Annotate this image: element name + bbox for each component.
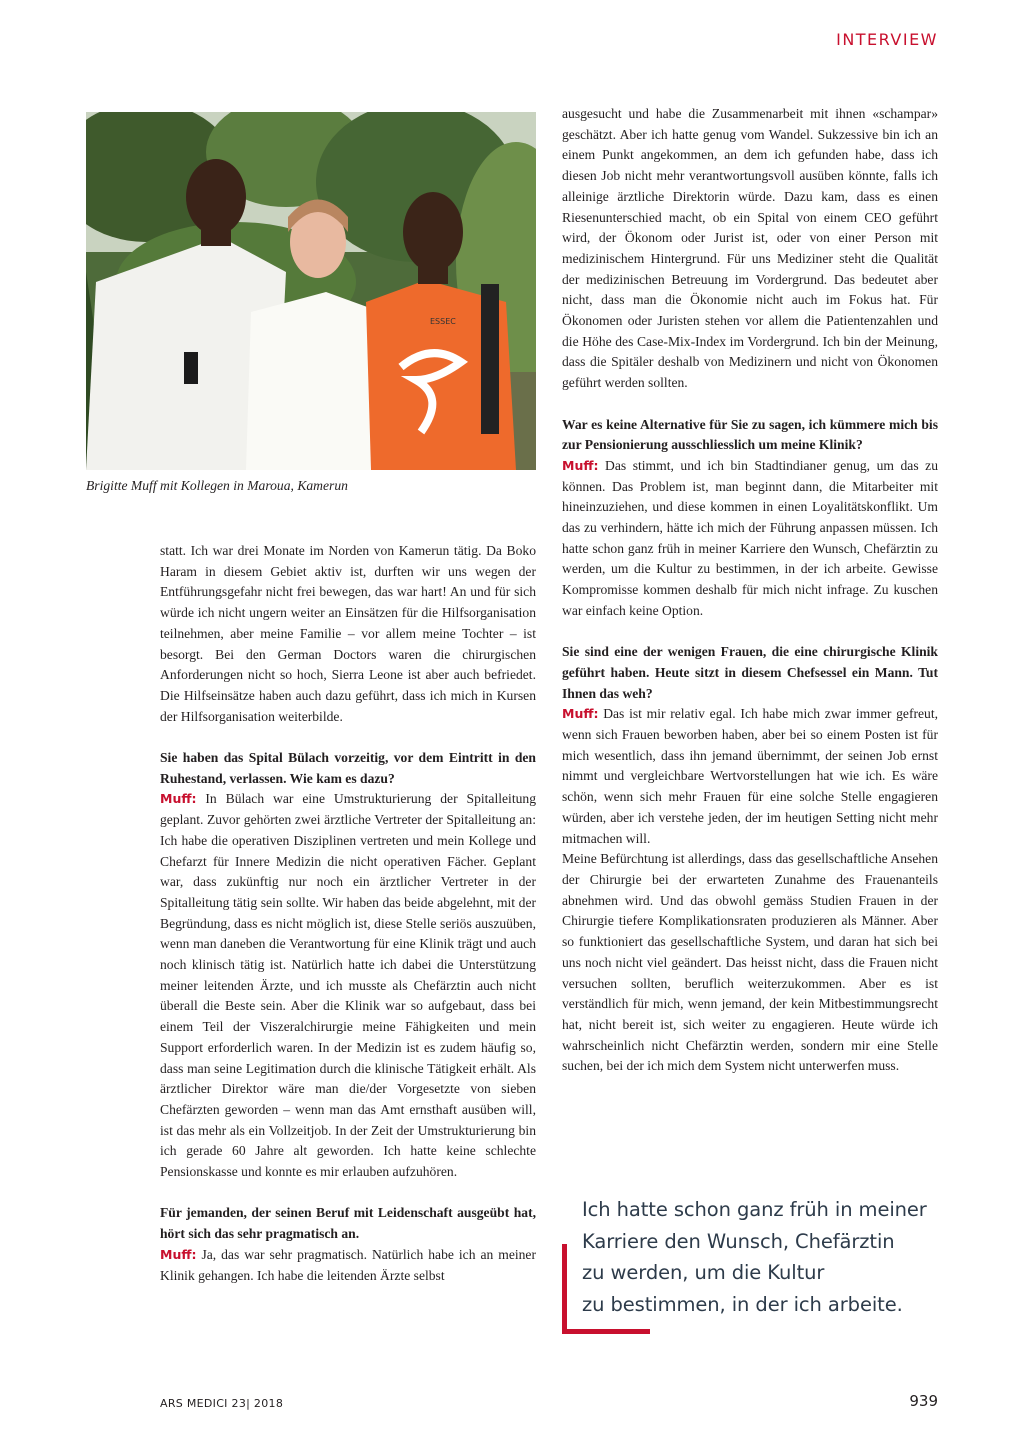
speaker-label: Muff:: [562, 706, 599, 722]
pull-quote-bar-horizontal: [562, 1329, 650, 1334]
photo-caption: Brigitte Muff mit Kollegen in Maroua, Kamerun: [86, 478, 348, 493]
pull-quote-bar-vertical: [562, 1244, 567, 1334]
page-number: 939: [909, 1392, 938, 1410]
paragraph-text: Meine Befürchtung ist allerdings, dass das gesellschaftliche Ansehen der Chirurgie bei der erwarteten Zunahme des Frauenanteils abnehmen wird. Und das obwohl gemäss Studien Frauen in der Chirurgie tiefere Komplikationsraten produzieren als Männer. Aber so funktioniert das gesellschaftliche System, und daran hat sich bei uns noch nicht viel geändert. Das heisst nicht, dass die Frauen nicht versuchen sollten, beruflich weiterzukommen. Aber es ist verständlich für mich, wenn jemand, der kein Mitbestimmungsrecht hat, nicht bereit ist, sich weiter zu engagieren. Heute würde ich wahrscheinlich nicht Chefärztin werden, sondern mir eine Stelle suchen, bei der ich mich dem System nicht unterwerfen muss.: [562, 851, 938, 1074]
shirt-print: ESSEC: [430, 317, 456, 326]
interview-question: [562, 415, 938, 456]
pull-quote-line: zu bestimmen, in der ich arbeite.: [582, 1292, 903, 1316]
pull-quote: [562, 1194, 942, 1334]
answer-text: Das stimmt, und ich bin Stadtindianer genug, um das zu können. Das Problem ist, man beginnt dann, die Mitarbeiter mit hineinzuziehen, und diese kommen in einen Loyalitätskonflikt. Um das zu verhindern, hätte ich mich der Führung anpassen müssen. Ich hatte schon ganz früh in meiner Karriere den Wunsch, Chefärztin zu werden, um die Kultur zu bestimmen, in der ich arbeite. Gewisse Kompromisse kommen deshalb für mich nicht infrage. Zu kuschen war einfach keine Option.: [562, 457, 938, 618]
interview-question: [160, 748, 536, 789]
article-photo: [86, 112, 536, 470]
pull-quote-line: Ich hatte schon ganz früh in meiner: [582, 1198, 927, 1221]
paragraph-gap: [562, 622, 938, 643]
pull-quote-text: [582, 1194, 942, 1320]
interview-answer: [562, 456, 938, 622]
interview-answer: [562, 704, 938, 849]
interview-answer: [160, 789, 536, 1182]
answer-text: Ja, das war sehr pragmatisch. Natürlich habe ich an meiner Klinik gehangen. Ich habe die leitenden Ärzte selbst: [160, 1246, 536, 1283]
photo-illustration: [86, 112, 536, 470]
question-text: Sie sind eine der wenigen Frauen, die eine chirurgische Klinik geführt haben. Heute sitzt in diesem Chefsessel ein Mann. Tut Ihnen das weh?: [562, 644, 938, 701]
paragraph-text: statt. Ich war drei Monate im Norden von Kamerun tätig. Da Boko Haram in diesem Gebiet aktiv ist, durften wir uns wegen der Entführungsgefahr nicht frei bewegen, das war hart! An und für sich würde ich nicht ungern weiter an Einsätzen für die Hilfsorganisation teilnehmen, aber meine Familie – vor allem meine Tochter – ist besorgt. Bei den German Doctors waren die chirurgischen Anforderungen nicht so hoch, Sierra Leone ist aber auch befriedet. Die Hilfseinsätze haben auch dazu geführt, dass ich mich in Kursen der Hilfsorganisation weiterbilde.: [160, 543, 536, 724]
speaker-label: Muff:: [562, 457, 599, 473]
left-column: [160, 541, 536, 1286]
paragraph-gap: [562, 394, 938, 415]
speaker-label: Muff:: [160, 791, 197, 807]
question-text: Für jemanden, der seinen Beruf mit Leidenschaft ausgeübt hat, hört sich das sehr pragmatisch an.: [160, 1205, 536, 1242]
body-paragraph: [562, 104, 938, 394]
answer-text: Das ist mir relativ egal. Ich habe mich zwar immer gefreut, wenn sich Frauen beworben haben, aber bei so einem Posten ist für mich wesentlich, dass ihn jemand übernimmt, der seinen Job ernst nimmt und vergleichbare Wertvorstellungen hat wie ich. Es wäre schön, wenn sich mehr Frauen für eine solche Stelle engagieren würden, aber ich verstehe jeden, der im heutigen Setting nicht mehr mitmachen will.: [562, 706, 939, 846]
answer-text: In Bülach war eine Umstrukturierung der Spitalleitung geplant. Zuvor gehörten zwei ärztliche Vertreter der Spitalleitung an: Ich habe die operativen Disziplinen vertreten und mein Kollege und Chefarzt für Innere Medizin die nicht operativen Fächer. Geplant war, dass zukünftig nur noch ein ärztlicher Vertreter in der Spitalleitung tätig sein sollte. Wir haben das beide abgelehnt, mit der Begründung, dass es nicht möglich ist, diese Stelle seriös auszuüben, wenn man daneben die Verantwortung für eine Klinik trägt und auch noch klinisch tätig ist. Natürlich hatte ich dabei die Unterstützung meiner leitenden Ärzte, und ich musste als Chefärztin auch nicht überall die Beste sein. Aber die Klinik war so aufgebaut, dass bei einem Teil der Viszeralchirurgie meine Fähigkeiten und mein Support erforderlich waren. In der Medizin ist es zudem häufig so, dass man seine Legitimation durch die klinische Tätigkeit erhält. Als ärztlicher Direktor wäre man die/der Vorgesetzte von sieben Chefärzten geworden – wenn man das Amt ernsthaft ausüben will, ist das mehr als ein Vollzeitjob. In der Zeit der Umstrukturierung bin ich gerade 60 Jahre alt geworden. Ich hatte keine schlechte Pensionskasse und konnte es mir erlauben aufzuhören.: [160, 791, 536, 1180]
pull-quote-line: Karriere den Wunsch, Chefärztin: [582, 1229, 895, 1253]
section-label: INTERVIEW: [836, 30, 938, 49]
question-text: Sie haben das Spital Bülach vorzeitig, vor dem Eintritt in den Ruhestand, verlassen. Wie kam es dazu?: [160, 750, 536, 786]
body-paragraph: [562, 849, 938, 1077]
pull-quote-line: zu werden, um die Kultur: [582, 1261, 825, 1284]
question-text: War es keine Alternative für Sie zu sagen, ich kümmere mich bis zur Pensionierung ausschliesslich um meine Klinik?: [562, 416, 938, 453]
journal-issue: ARS MEDICI 23| 2018: [160, 1397, 284, 1410]
interview-question: [562, 642, 938, 704]
paragraph-gap: [160, 727, 536, 748]
speaker-label: Muff:: [160, 1246, 197, 1262]
interview-answer: [160, 1245, 536, 1286]
right-column: [562, 104, 938, 1077]
paragraph-gap: [160, 1183, 536, 1204]
interview-question: [160, 1203, 536, 1244]
body-paragraph: [160, 541, 536, 727]
paragraph-text: ausgesucht und habe die Zusammenarbeit mit ihnen «schampar» geschätzt. Aber ich hatte genug vom Wandel. Sukzessive bin ich an einem Punkt angekommen, an dem ich gefunden habe, dass ich diesen Job nicht mehr verantwortungsvoll ausüben könnte, falls ich alleinige ärztliche Direktorin würde. Dazu kam, dass es einen Riesenunterschied macht, ob ein Spital von einem CEO geführt wird, der Ökonom oder Jurist ist, oder von einer Person mit medizinischem Hintergrund. Für uns Mediziner steht die Qualität der medizinischen Betreuung im Vordergrund. Das bedeutet aber nicht, dass man die Ökonomie nicht auch im Fokus hat. Für Ökonomen oder Juristen stehen vor allem die Patientenzahlen und die Höhe des Case-Mix-Index im Vordergrund. Ich bin der Meinung, dass die Spitäler deshalb von Medizinern und nicht von Ökonomen geführt werden sollten.: [562, 106, 938, 391]
